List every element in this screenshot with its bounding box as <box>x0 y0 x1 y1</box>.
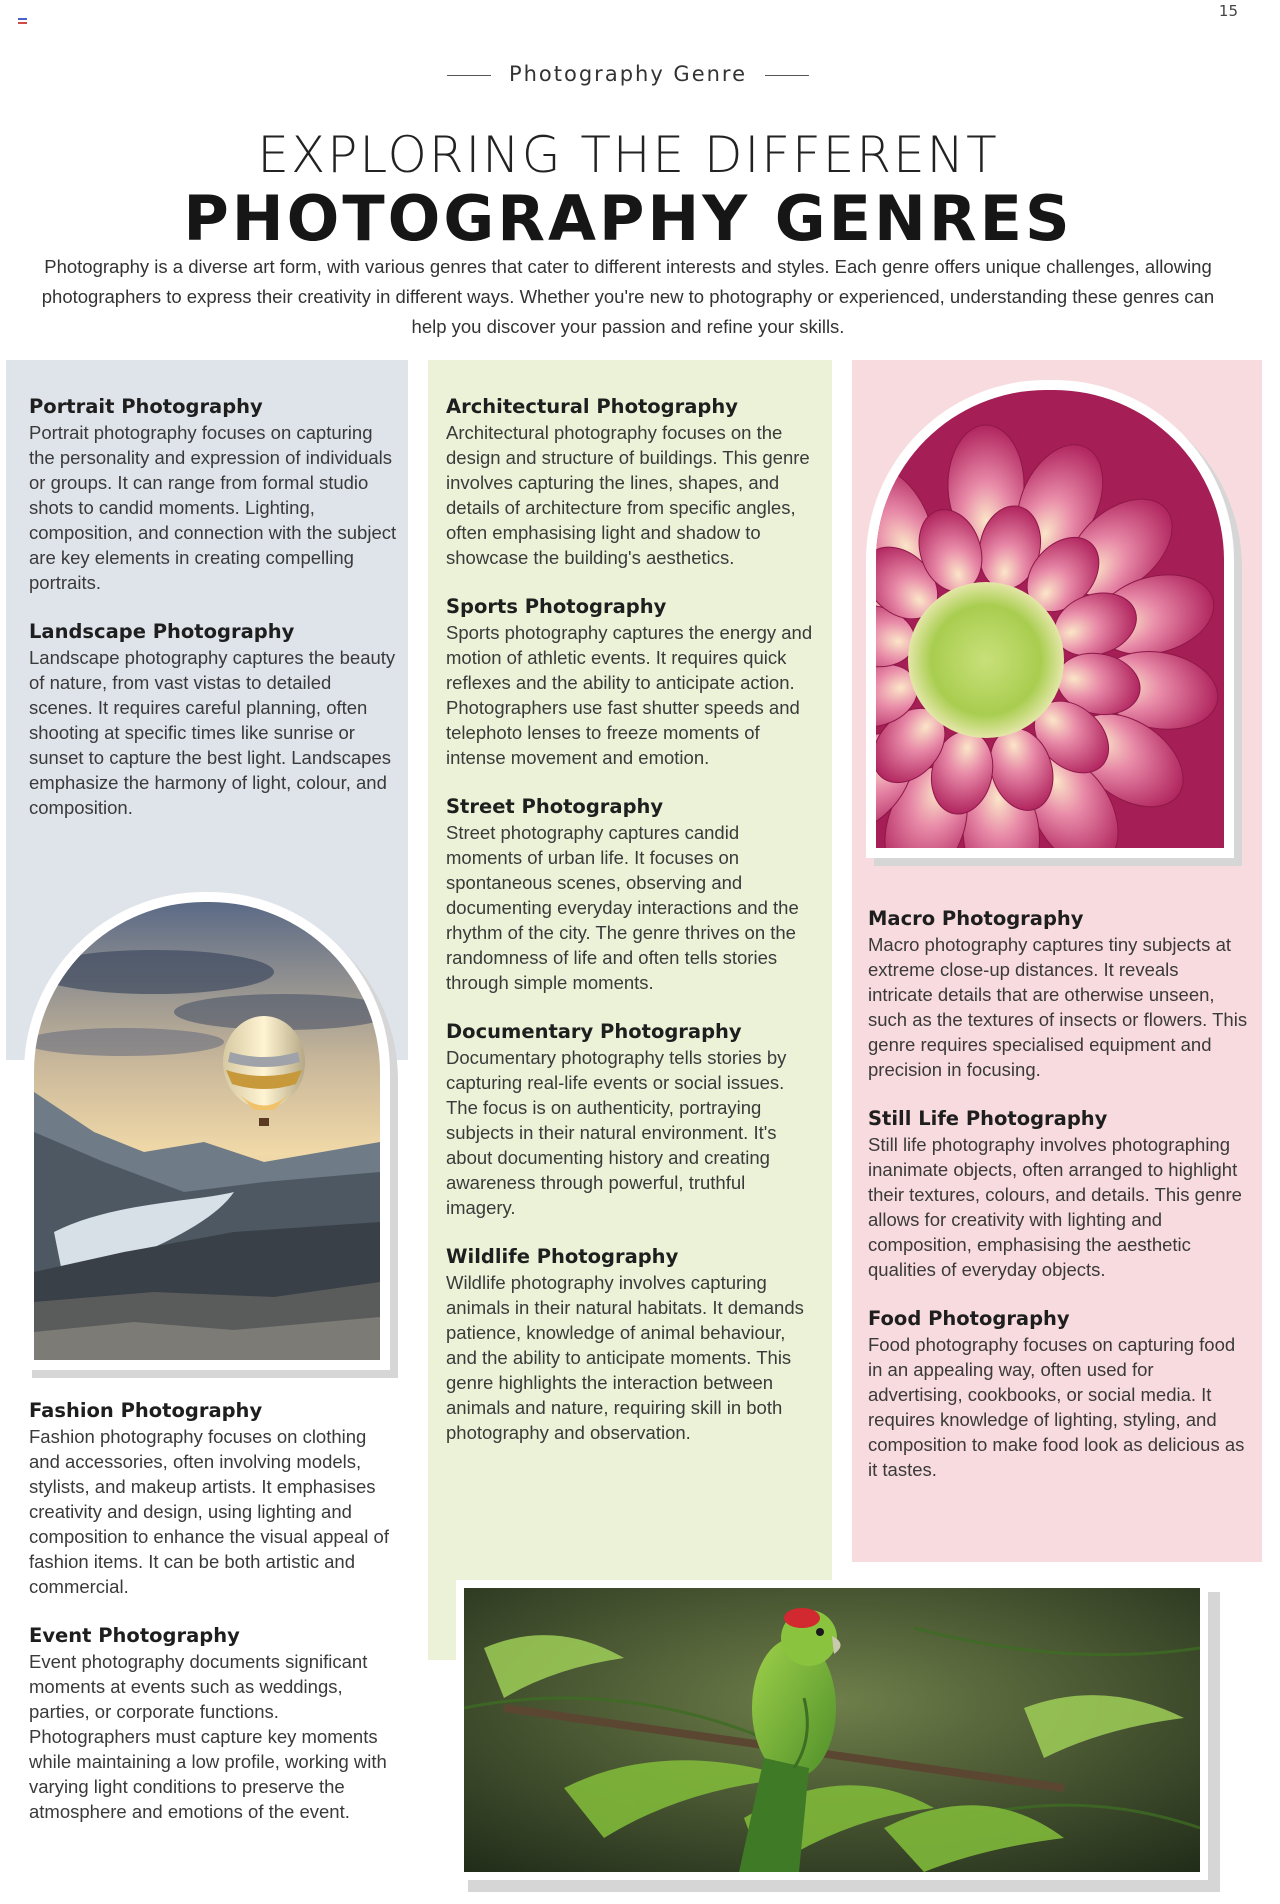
genre-body: Still life photography involves photographing inanimate objects, often arranged to highlight their textures, colours, and details. This genre allows for creativity with lighting and composition, emphasising the aesthetic qualities of everyday objects. <box>868 1134 1242 1280</box>
genre-title: Fashion Photography <box>29 1399 263 1422</box>
dahlia-macro-image <box>876 390 1224 848</box>
genre-event <box>29 1623 399 1824</box>
genre-architectural <box>446 394 818 570</box>
kicker-text: Photography Genre <box>508 62 748 86</box>
genre-body: Architectural photography focuses on the design and structure of buildings. This genre involves capturing the lines, shapes, and details of architecture from specific angles, often emphasising light and shadow to showcase the building's aesthetics. <box>446 422 810 568</box>
genre-wildlife <box>446 1244 818 1445</box>
genre-title: Still Life Photography <box>868 1107 1108 1130</box>
left-column-top <box>29 394 399 844</box>
genre-food <box>868 1306 1248 1482</box>
genre-street <box>446 794 818 995</box>
balloon-landscape-image <box>34 902 380 1360</box>
genre-title: Wildlife Photography <box>446 1245 679 1268</box>
kicker-rule-right <box>765 75 809 76</box>
genre-body: Portrait photography focuses on capturing the personality and expression of individuals or groups. It can range from formal studio shots to candid moments. Lighting, composition, and connection with the subject are key elements in creating compelling portraits. <box>29 422 397 593</box>
genre-title: Architectural Photography <box>446 395 738 418</box>
genre-macro <box>868 906 1248 1082</box>
genre-documentary <box>446 1019 818 1220</box>
genre-portrait <box>29 394 399 595</box>
genre-body: Street photography captures candid moments of urban life. It focuses on spontaneous scenes, observing and documenting everyday interactions and the rhythm of the city. The genre thrives on the randomness of life and often tells stories through simple moments. <box>446 822 799 993</box>
parrot-photo-frame <box>456 1580 1208 1880</box>
genre-title: Portrait Photography <box>29 395 263 418</box>
intro-paragraph: Photography is a diverse art form, with various genres that cater to different interests and styles. Each genre offers unique challenges, allowing photographers to express their creativity in different ways. Whether you're new to photography or experienced, understanding these genres can help you discover your passion and refine your skills. <box>41 256 1215 337</box>
genre-body: Documentary photography tells stories by capturing real-life events or social issues. The focus is on authenticity, portraying subjects in their natural environment. It's about documenting history and creating awareness through powerful, truthful imagery. <box>446 1047 787 1218</box>
genre-landscape <box>29 619 399 820</box>
kicker-rule-left <box>447 75 491 76</box>
parrot-photo <box>464 1588 1200 1872</box>
right-column <box>868 906 1248 1506</box>
page-title-line1: EXPLORING THE DIFFERENT <box>257 126 999 184</box>
genre-title: Sports Photography <box>446 595 667 618</box>
balloon-photo-frame <box>24 892 390 1370</box>
flower-photo-frame <box>866 380 1234 858</box>
genre-body: Event photography documents significant moments at events such as weddings, parties, or corporate functions. Photographers must capture key moments while maintaining a low profile, working with varying light conditions to preserve the atmosphere and emotions of the event. <box>29 1651 387 1822</box>
genre-title: Documentary Photography <box>446 1020 742 1043</box>
genre-fashion <box>29 1398 399 1599</box>
balloon-photo <box>34 902 380 1360</box>
page-title-line2: PHOTOGRAPHY GENRES <box>183 182 1073 255</box>
genre-still-life <box>868 1106 1248 1282</box>
genre-title: Food Photography <box>868 1307 1070 1330</box>
left-column-bottom <box>29 1398 399 1848</box>
genre-body: Landscape photography captures the beauty of nature, from vast vistas to detailed scenes. It requires careful planning, often shooting at specific times like sunrise or sunset to capture the best light. Landscapes emphasize the harmony of light, colour, and composition. <box>29 647 396 818</box>
section-kicker <box>0 62 1256 86</box>
genre-body: Food photography focuses on capturing food in an appealing way, often used for advertising, cookbooks, or social media. It requires knowledge of lighting, styling, and composition to make food look as delicious as it tastes. <box>868 1334 1245 1480</box>
menu-mark-icon <box>18 18 27 24</box>
genre-title: Event Photography <box>29 1624 240 1647</box>
genre-title: Macro Photography <box>868 907 1084 930</box>
genre-sports <box>446 594 818 770</box>
genre-body: Macro photography captures tiny subjects at extreme close-up distances. It reveals intricate details that are otherwise unseen, such as the textures of insects or flowers. This genre requires specialised equipment and precision in focusing. <box>868 934 1248 1080</box>
parakeet-image <box>464 1588 1200 1872</box>
flower-photo <box>876 390 1224 848</box>
genre-body: Wildlife photography involves capturing animals in their natural habitats. It demands patience, knowledge of animal behaviour, and the ability to anticipate moments. This genre highlights the interaction between animals and nature, requiring skill in both photography and observation. <box>446 1272 804 1443</box>
genre-title: Street Photography <box>446 795 664 818</box>
genre-title: Landscape Photography <box>29 620 295 643</box>
page-number: 15 <box>1218 2 1238 20</box>
middle-column <box>446 394 818 1469</box>
genre-body: Fashion photography focuses on clothing and accessories, often involving models, stylists, and makeup artists. It emphasises creativity and design, using lighting and composition to enhance the visual appeal of fashion items. It can be both artistic and commercial. <box>29 1426 389 1597</box>
genre-body: Sports photography captures the energy and motion of athletic events. It requires quick reflexes and the ability to anticipate action. Photographers use fast shutter speeds and telephoto lenses to freeze moments of intense movement and emotion. <box>446 622 813 768</box>
